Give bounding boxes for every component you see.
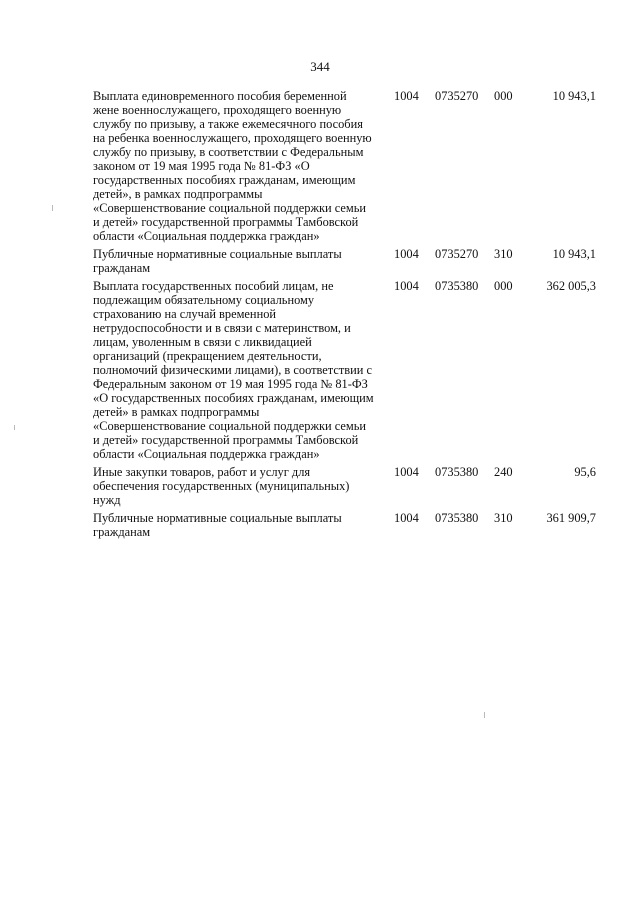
section-code: 1004 bbox=[394, 511, 419, 525]
article-code: 0735270 bbox=[435, 247, 479, 261]
article-code: 0735270 bbox=[435, 89, 479, 103]
section-code: 1004 bbox=[394, 89, 419, 103]
table-row bbox=[0, 465, 640, 507]
scan-speck bbox=[14, 425, 15, 430]
amount-value: 362 005,3 bbox=[546, 279, 596, 293]
row-description: Публичные нормативные социальные выплаты гражданам bbox=[93, 511, 342, 539]
table-row bbox=[0, 89, 640, 243]
section-code: 1004 bbox=[394, 279, 419, 293]
expense-type-code: 000 bbox=[494, 89, 513, 103]
table-row bbox=[0, 279, 640, 461]
row-description: Выплата государственных пособий лицам, не подлежащим обязательному социальному страхованию на случай временной нетрудоспособности и в связи с материнством, и лицам, уволенным в связи с ликвидацией организаций (прекращением деятельности, полномочий физическими лицами), в соответствии с Федеральным законом от 19 мая 1995 года № 81-ФЗ «О государственных пособиях гражданам, имеющим детей» в рамках подпрограммы «Совершенствование социальной поддержки семьи и детей» государственной программы Тамбовской области «Социальная поддержка граждан» bbox=[93, 279, 374, 461]
table-row bbox=[0, 247, 640, 275]
row-description: Иные закупки товаров, работ и услуг для обеспечения государственных (муниципальных) нужд bbox=[93, 465, 350, 507]
budget-table bbox=[0, 89, 640, 543]
amount-value: 10 943,1 bbox=[552, 247, 596, 261]
expense-type-code: 000 bbox=[494, 279, 513, 293]
article-code: 0735380 bbox=[435, 511, 479, 525]
expense-type-code: 310 bbox=[494, 511, 513, 525]
article-code: 0735380 bbox=[435, 279, 479, 293]
article-code: 0735380 bbox=[435, 465, 479, 479]
section-code: 1004 bbox=[394, 465, 419, 479]
amount-value: 361 909,7 bbox=[546, 511, 596, 525]
row-description: Выплата единовременного пособия беременной жене военнослужащего, проходящего военную службу по призыву, а также ежемесячного пособия на ребенка военнослужащего, проходящего военную службу по призыву, в соответствии с Федеральным законом от 19 мая 1995 года № 81-ФЗ «О государственных пособиях гражданам, имеющим детей», в рамках подпрограммы «Совершенствование социальной поддержки семьи и детей» государственной программы Тамбовской области «Социальная поддержка граждан» bbox=[93, 89, 372, 243]
expense-type-code: 310 bbox=[494, 247, 513, 261]
row-description: Публичные нормативные социальные выплаты гражданам bbox=[93, 247, 342, 275]
scan-speck bbox=[52, 205, 53, 211]
expense-type-code: 240 bbox=[494, 465, 513, 479]
amount-value: 10 943,1 bbox=[552, 89, 596, 103]
amount-value: 95,6 bbox=[574, 465, 596, 479]
table-row bbox=[0, 511, 640, 539]
page-number: 344 bbox=[310, 59, 330, 74]
scan-speck bbox=[484, 712, 485, 718]
section-code: 1004 bbox=[394, 247, 419, 261]
